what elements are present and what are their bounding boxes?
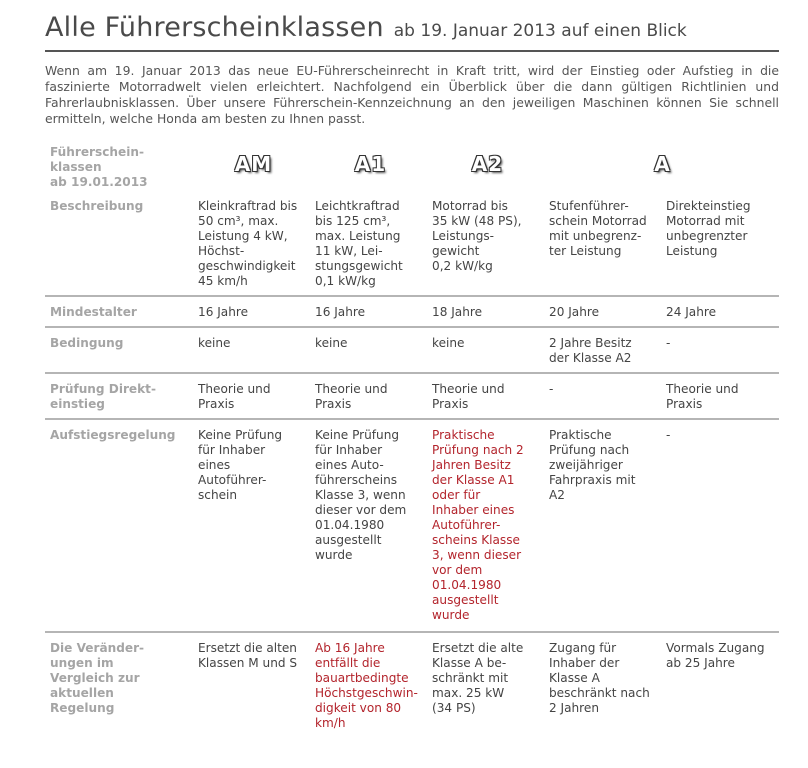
table-cell: -: [546, 373, 663, 419]
table-header-row: [45, 145, 779, 195]
page-content: [45, 12, 779, 741]
table-cell: -: [663, 419, 779, 632]
row-label: Beschreibung: [50, 199, 144, 213]
page-title-main: Alle Führerscheinklassen: [45, 12, 384, 43]
table-cell: Theorie und Praxis: [195, 373, 312, 419]
table-cell: 16 Jahre: [312, 296, 429, 327]
row-label: Die Veränder- ungen im Vergleich zur aktuellen Regelung: [45, 632, 195, 741]
table-row: [45, 373, 779, 419]
table-cell: -: [663, 327, 779, 373]
table-cell: 16 Jahre: [195, 296, 312, 327]
page-title: [45, 12, 779, 52]
table-cell: Theorie und Praxis: [663, 373, 779, 419]
table-cell: Zugang für Inhaber der Klasse A beschränkt nach 2 Jahren: [546, 632, 663, 741]
table-row: [45, 327, 779, 373]
page-title-sub: ab 19. Januar 2013 auf einen Blick: [393, 21, 687, 41]
table-cell: 18 Jahre: [429, 296, 546, 327]
table-row: [45, 419, 779, 632]
table-cell: 20 Jahre: [546, 296, 663, 327]
row-label: Mindestalter: [45, 296, 195, 327]
table-cell: Theorie und Praxis: [312, 373, 429, 419]
table-cell: Motorrad bis 35 kW (48 PS), Leistungs- gewicht 0,2 kW/kg: [432, 199, 522, 273]
table-cell: Ab 16 Jahre entfällt die bauartbedingte Höchstgeschwin- digkeit von 80 km/h: [312, 632, 429, 741]
table-cell: Kleinkraftrad bis 50 cm³, max. Leistung 4 kW, Höchst- geschwindigkeit 45 km/h: [198, 199, 298, 288]
row-label: Bedingung: [45, 327, 195, 373]
table-cell: 24 Jahre: [663, 296, 779, 327]
table-cell: Ersetzt die alten Klassen M und S: [195, 632, 312, 741]
table-cell: Praktische Prüfung nach 2 Jahren Besitz der Klasse A1 oder für Inhaber eines Autoführer- scheins Klasse 3, wenn dieser vor dem 01.04.1980 ausgestellt wurde: [429, 419, 546, 632]
table-cell: Theorie und Praxis: [429, 373, 546, 419]
class-heading-am: AM: [234, 152, 273, 176]
table-cell: keine: [429, 327, 546, 373]
class-heading-a1: A1: [354, 152, 387, 176]
table-cell: keine: [312, 327, 429, 373]
table-cell: Vormals Zugang ab 25 Jahre: [663, 632, 779, 741]
class-heading-a2: A2: [471, 152, 504, 176]
row-label: Aufstiegsregelung: [45, 419, 195, 632]
table-cell: Ersetzt die alte Klasse A be- schränkt mit max. 25 kW (34 PS): [429, 632, 546, 741]
row-label: Prüfung Direkt- einstieg: [45, 373, 195, 419]
table-cell: Stufenführer- schein Motorrad mit unbegrenz- ter Leistung: [549, 199, 647, 258]
table-row: [45, 632, 779, 741]
intro-paragraph: Wenn am 19. Januar 2013 das neue EU-Führerscheinrecht in Kraft tritt, wird der Einstieg oder Aufstieg in die faszinierte Motorradwelt vielen erleichtert. Nachfolgend ein Überblick über die dann gültigen Richtlinien und Fahrerlaubnisklassen. Über unsere Führerschein-Kennzeichnung an den jeweiligen Maschinen können Sie schnell ermitteln, welche Honda am besten zu Ihnen passt.: [45, 63, 779, 126]
table-cell: Direkteinstieg Motorrad mit unbegrenzter Leistung: [666, 199, 751, 258]
table-row: [45, 296, 779, 327]
table-cell: Praktische Prüfung nach zweijähriger Fahrpraxis mit A2: [546, 419, 663, 632]
table-cell: Leichtkraftrad bis 125 cm³, max. Leistung 11 kW, Lei- stungsgewicht 0,1 kW/kg: [315, 199, 403, 288]
table-cell: Keine Prüfung für Inhaber eines Autoführer- schein: [195, 419, 312, 632]
header-label: Führerschein- klassen ab 19.01.2013: [50, 145, 148, 189]
class-heading-a: A: [654, 152, 671, 176]
table-cell: keine: [195, 327, 312, 373]
table-cell: Keine Prüfung für Inhaber eines Auto- führerscheins Klasse 3, wenn dieser vor dem 01.04.1980 ausgestellt wurde: [312, 419, 429, 632]
license-class-table: [45, 145, 779, 741]
table-cell: 2 Jahre Besitz der Klasse A2: [546, 327, 663, 373]
table-row: [45, 195, 779, 296]
